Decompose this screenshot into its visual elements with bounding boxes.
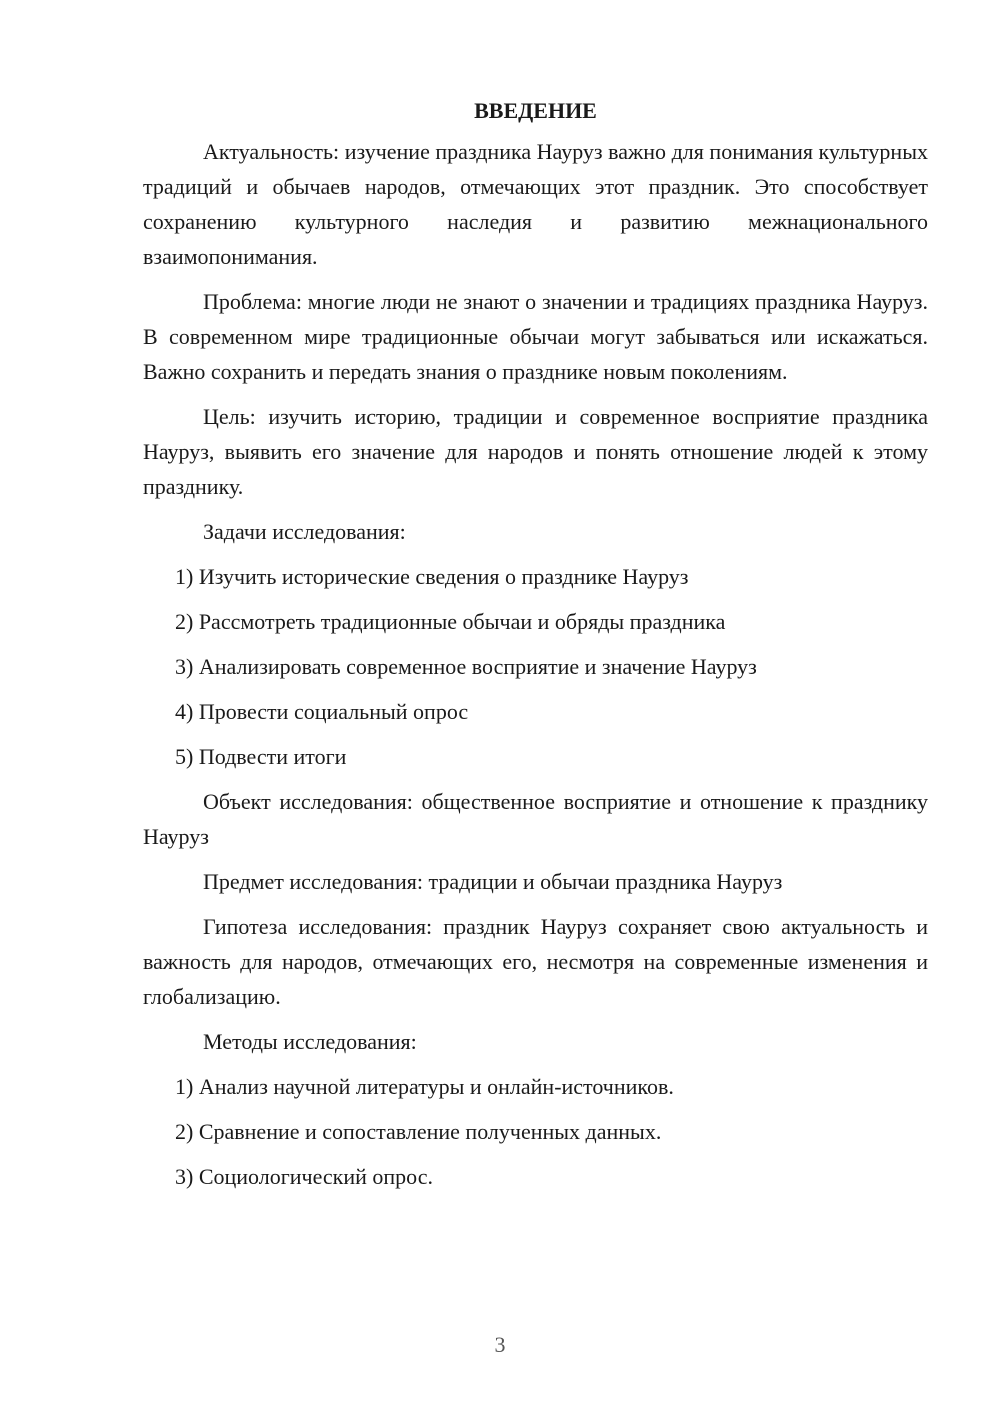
object-paragraph: Объект исследования: общественное восприятие и отношение к празднику Науруз xyxy=(143,789,928,849)
tasks-list xyxy=(143,559,928,774)
task-item-3: 3) Анализировать современное восприятие и значение Науруз xyxy=(175,654,757,679)
problem-paragraph: Проблема: многие люди не знают о значении и традициях праздника Науруз. В современном мире традиционные обычаи могут забываться или искажаться. Важно сохранить и передать знания о празднике новым поколениям. xyxy=(143,289,928,384)
section-title: ВВЕДЕНИЕ xyxy=(474,98,597,123)
task-item-4: 4) Провести социальный опрос xyxy=(175,699,469,724)
methods-list xyxy=(143,1069,928,1194)
subject-paragraph: Предмет исследования: традиции и обычаи праздника Науруз xyxy=(203,869,783,894)
task-item-2: 2) Рассмотреть традиционные обычаи и обряды праздника xyxy=(175,609,726,634)
hypothesis-paragraph: Гипотеза исследования: праздник Науруз сохраняет свою актуальность и важность для народов, отмечающих его, несмотря на современные изменения и глобализацию. xyxy=(143,914,928,1009)
method-item-1: 1) Анализ научной литературы и онлайн-источников. xyxy=(175,1074,674,1099)
tasks-heading: Задачи исследования: xyxy=(203,519,406,544)
goal-paragraph: Цель: изучить историю, традиции и современное восприятие праздника Науруз, выявить его значение для народов и понять отношение людей к этому празднику. xyxy=(143,404,928,499)
page-content xyxy=(143,93,928,1204)
method-item-3: 3) Социологический опрос. xyxy=(175,1164,433,1189)
relevance-paragraph: Актуальность: изучение праздника Науруз важно для понимания культурных традиций и обычаев народов, отмечающих этот праздник. Это способствует сохранению культурного наследия и развитию межнационального взаимопонимания. xyxy=(143,139,928,269)
page-number: 3 xyxy=(494,1332,506,1357)
task-item-5: 5) Подвести итоги xyxy=(175,744,347,769)
task-item-1: 1) Изучить исторические сведения о празднике Науруз xyxy=(175,564,689,589)
method-item-2: 2) Сравнение и сопоставление полученных данных. xyxy=(175,1119,662,1144)
methods-heading: Методы исследования: xyxy=(203,1029,417,1054)
